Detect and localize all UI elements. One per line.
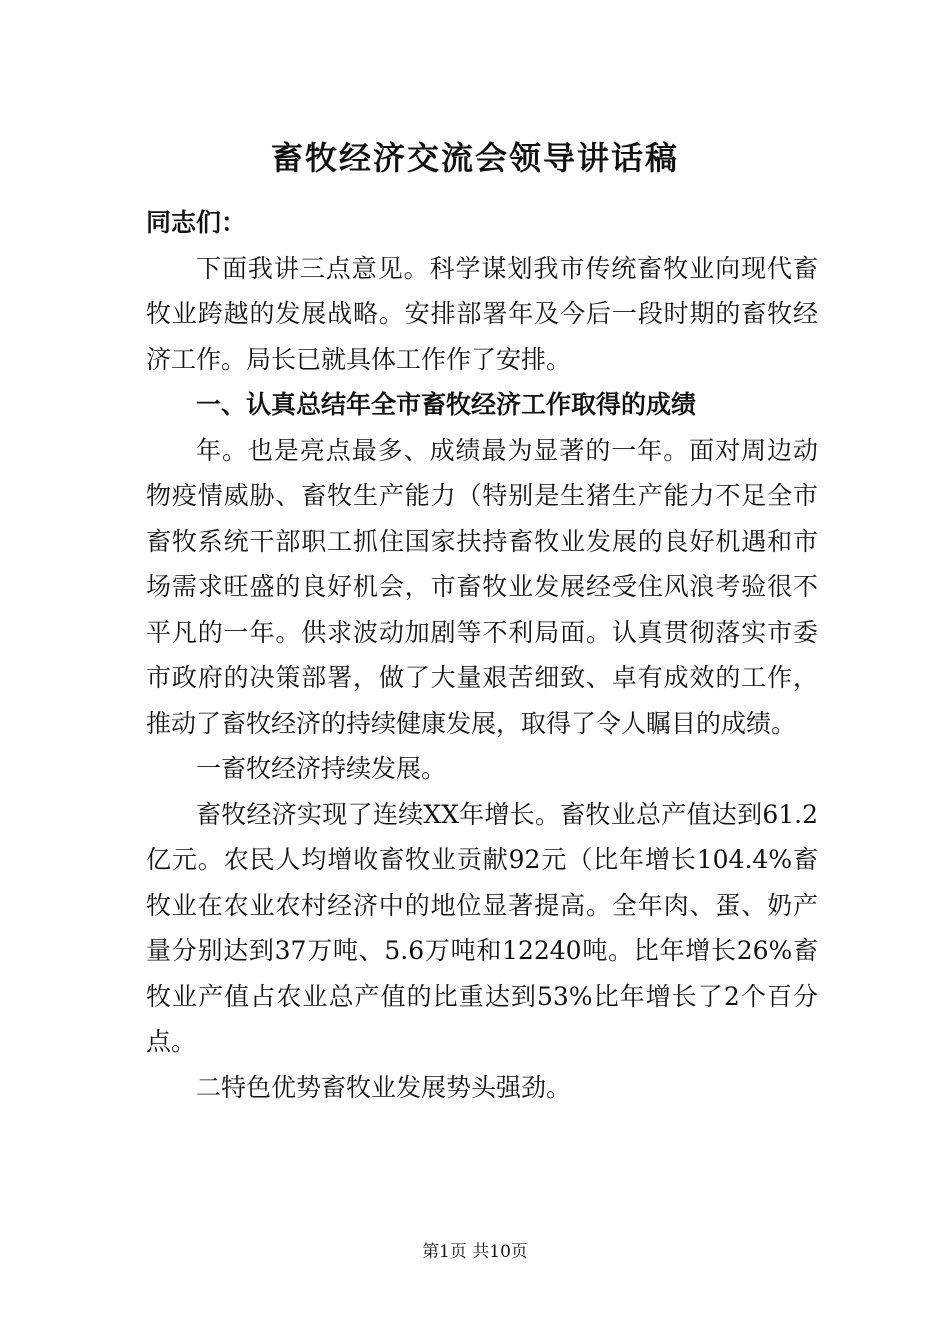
document-body: [146, 200, 818, 1110]
paragraph-intro: 下面我讲三点意见。科学谋划我市传统畜牧业向现代畜牧业跨越的发展战略。安排部署年及今后一段时期的畜牧经济工作。局长已就具体工作作了安排。: [146, 253, 818, 374]
subheading-2: 二特色优势畜牧业发展势头强劲。: [196, 1072, 572, 1102]
section-heading-1: 一、认真总结年全市畜牧经济工作取得的成绩: [196, 390, 697, 419]
paragraph-achievements: 年。也是亮点最多、成绩最为显著的一年。面对周边动物疫情威胁、畜牧生产能力（特别是生猪生产能力不足全市畜牧系统干部职工抓住国家扶持畜牧业发展的良好机遇和市场需求旺盛的良好机会，市畜牧业发展经受住风浪考验很不平凡的一年。供求波动加剧等不利局面。认真贯彻落实市委市政府的决策部署，做了大量艰苦细致、卓有成效的工作，推动了畜牧经济的持续健康发展，取得了令人瞩目的成绩。: [146, 435, 818, 738]
subheading-1: 一畜牧经济持续发展。: [196, 754, 447, 783]
document-title: 畜牧经济交流会领导讲话稿: [270, 139, 679, 177]
salutation: 同志们：: [146, 208, 247, 237]
paragraph-statistics: 畜牧经济实现了连续XX年增长。畜牧业总产值达到61.2亿元。农民人均增收畜牧业贡献92元（比年增长104.4%畜牧业在农业农村经济中的地位显著提高。全年肉、蛋、奶产量分别达到37万吨、5.6万吨和12240吨。比年增长26%畜牧业产值占农业总产值的比重达到53%比年增长了2个百分点。: [146, 799, 818, 1056]
page-footer: 第1页 共10页: [422, 1242, 528, 1262]
